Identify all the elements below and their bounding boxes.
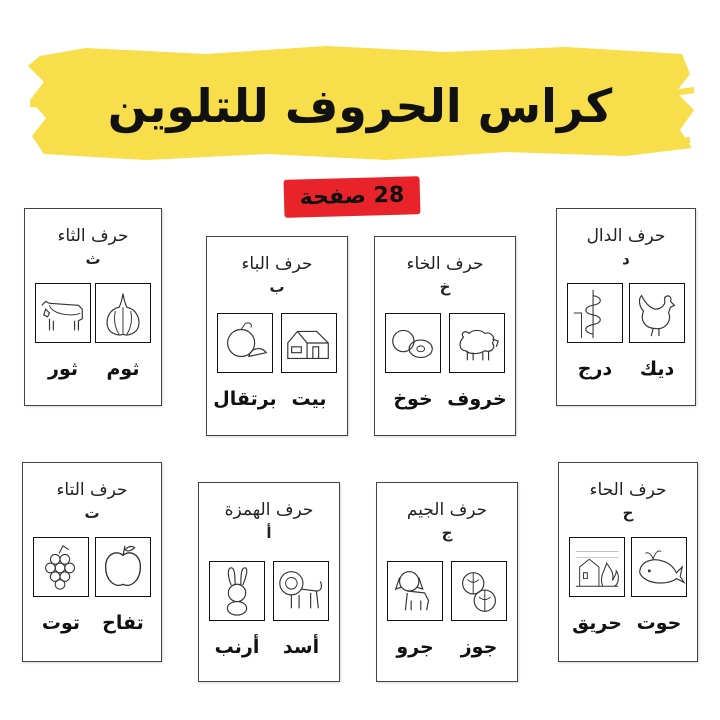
house-icon xyxy=(281,313,337,373)
letter-card-ta xyxy=(22,462,162,662)
card-heading: حرف الخاء xyxy=(406,254,484,274)
card-heading: حرف الحاء xyxy=(589,480,667,500)
letter-card-ba xyxy=(206,236,348,436)
lion-icon xyxy=(273,561,329,621)
page-count-badge: 28 صفحة xyxy=(284,176,421,218)
bull-icon xyxy=(35,283,91,343)
card-heading: حرف الهمزة xyxy=(224,500,314,520)
fire-icon xyxy=(569,537,625,597)
word-left: ثور xyxy=(48,358,78,380)
whale-icon xyxy=(631,537,687,597)
card-letter: ب xyxy=(269,278,285,296)
letter-card-jim xyxy=(376,482,518,682)
card-heading: حرف الباء xyxy=(241,254,313,274)
peach-icon xyxy=(385,313,441,373)
letter-card-dal xyxy=(556,208,696,406)
card-heading: حرف الجيم xyxy=(406,500,488,520)
rooster-icon xyxy=(629,283,685,343)
apple-icon xyxy=(95,537,151,597)
word-right: بيت xyxy=(291,388,327,410)
word-right: ثوم xyxy=(106,358,140,380)
card-letter: ت xyxy=(84,504,100,522)
word-left: أرنب xyxy=(214,636,260,658)
garlic-icon xyxy=(95,283,151,343)
card-letter: د xyxy=(622,250,630,268)
sheep-icon xyxy=(449,313,505,373)
word-left: برتقال xyxy=(213,388,277,410)
word-right: تفاح xyxy=(102,612,144,634)
word-right: جوز xyxy=(460,636,498,658)
card-letter: ج xyxy=(441,524,453,542)
page-title: كراس الحروف للتلوين xyxy=(107,79,613,133)
word-right: أسد xyxy=(282,636,320,658)
word-left: درج xyxy=(577,358,613,380)
orange-icon xyxy=(217,313,273,373)
card-letter: ح xyxy=(622,504,634,522)
word-left: جرو xyxy=(396,636,434,658)
puppy-icon xyxy=(387,561,443,621)
word-left: توت xyxy=(41,612,81,634)
card-heading: حرف الثاء xyxy=(57,226,129,246)
word-right: حوت xyxy=(636,612,682,634)
stairs-icon xyxy=(567,283,623,343)
word-left: خوخ xyxy=(393,388,433,410)
word-left: حريق xyxy=(572,612,622,634)
berry-icon xyxy=(33,537,89,597)
card-letter: خ xyxy=(439,278,451,296)
letter-card-ha xyxy=(558,462,698,662)
rabbit-icon xyxy=(209,561,265,621)
card-letter: ث xyxy=(85,250,101,268)
letter-card-hamza xyxy=(198,482,340,682)
word-right: خروف xyxy=(447,388,507,410)
card-letter: أ xyxy=(266,524,272,542)
word-right: ديك xyxy=(639,358,675,380)
letter-card-kha xyxy=(374,236,516,436)
card-heading: حرف الدال xyxy=(586,226,666,246)
letter-card-tha xyxy=(24,208,162,406)
walnut-icon xyxy=(451,561,507,621)
card-heading: حرف التاء xyxy=(56,480,128,500)
